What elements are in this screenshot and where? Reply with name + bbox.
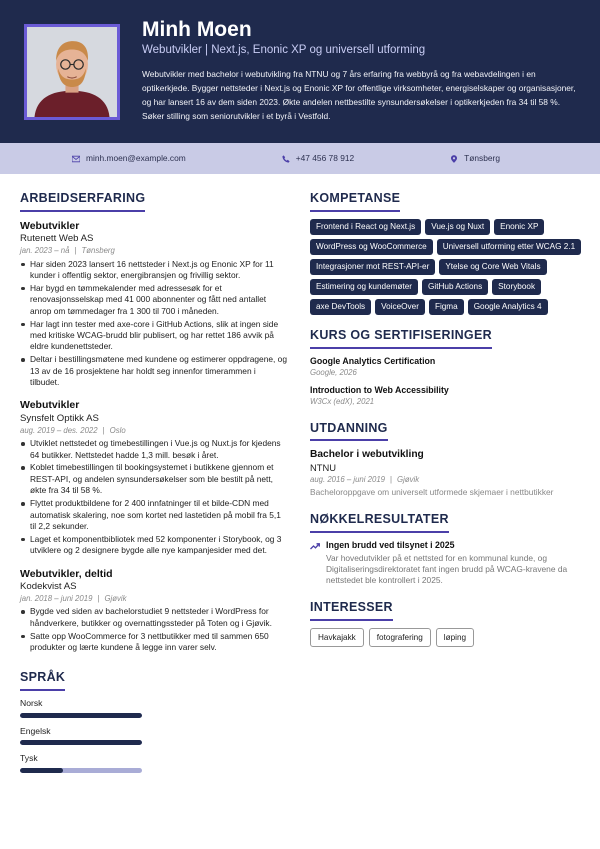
language-level-fill (20, 713, 142, 718)
meta-separator: | (97, 593, 100, 603)
location-pin-icon (450, 155, 458, 163)
job-meta (20, 594, 287, 605)
job-dates: jan. 2018 – juni 2019 (20, 593, 93, 603)
job-dates: aug. 2019 – des. 2022 (20, 425, 98, 435)
section-title-interests: INTERESSER (310, 599, 393, 621)
interest-list (310, 628, 582, 647)
education-school: NTNU (310, 462, 337, 474)
language-level-bar (20, 740, 142, 745)
cv-header (0, 0, 600, 143)
skill-chip: Enonic XP (494, 219, 544, 235)
right-column (310, 190, 582, 647)
section-title-education: UTDANNING (310, 420, 388, 442)
experience-entry (20, 398, 287, 556)
job-bullet: Har lagt inn tester med axe-core i GitHub Actions, slik at ingen side med kritiske WCAG-brudd blir publisert, og har rettet 186 avvik på eldre kundenettsteder. (20, 319, 287, 353)
section-title-courses: KURS OG SERTIFISERINGER (310, 327, 492, 349)
profile-photo-illustration (27, 27, 117, 117)
course-entry (310, 356, 582, 378)
skill-list (310, 219, 582, 315)
job-bullets (20, 259, 287, 389)
job-bullet: Laget et komponentbibliotek med 52 komponenter i Storybook, og 3 utviklere og 2 designere bygde alle nye kampanjesider med det. (20, 534, 287, 557)
job-title: Webutvikler (20, 219, 80, 232)
experience-list (20, 219, 287, 654)
achievement-entry (310, 540, 582, 587)
job-company: Rutenett Web AS (20, 233, 94, 245)
job-bullet: Har siden 2023 lansert 16 nettsteder i Next.js og Enonic XP for 11 kunder i offentlig sektor, energibransjen og frivillig sektor. (20, 259, 287, 282)
language-list (20, 698, 287, 773)
interest-chip: fotografering (369, 628, 431, 647)
meta-separator: | (102, 425, 105, 435)
candidate-title: Webutvikler | Next.js, Enonic XP og universell utforming (142, 44, 426, 56)
skill-chip: Universell utforming etter WCAG 2.1 (437, 239, 581, 255)
skill-chip: WordPress og WooCommerce (310, 239, 433, 255)
language-level-fill (20, 740, 142, 745)
language-item (20, 698, 142, 718)
candidate-name: Minh Moen (142, 18, 252, 41)
experience-entry (20, 219, 287, 389)
job-title: Webutvikler, deltid (20, 567, 113, 580)
language-name: Norsk (20, 698, 43, 709)
achievement-list (310, 540, 582, 587)
language-level-fill (20, 768, 63, 773)
skill-chip: Figma (429, 299, 464, 315)
job-bullets (20, 606, 287, 653)
interest-chip: Havkajakk (310, 628, 364, 647)
section-title-experience: ARBEIDSERFARING (20, 190, 145, 212)
contact-bar (0, 143, 600, 174)
job-location: Gjøvik (104, 593, 127, 603)
skill-chip: Google Analytics 4 (468, 299, 548, 315)
language-item (20, 726, 142, 746)
job-bullet: Deltar i bestillingsmøtene med kundene og estimerer oppdragene, og 13 av de 16 prosjektene har holdt seg innenfor timerammen i tilbudet. (20, 354, 287, 388)
job-bullet: Satte opp WooCommerce for 3 nettbutikker med til sammen 650 produkter og lærte kundene å legge inn varer selv. (20, 631, 287, 654)
contact-location-text: Tønsberg (464, 152, 500, 163)
course-list (310, 356, 582, 408)
achievement-description: Var hovedutvikler på et nettsted for en kommunal kunde, og Digitaliseringsdirektoratet fant ingen brudd på WCAG-kravene da nettstedet ble kontrollert i 2025. (326, 552, 568, 586)
education-location: Gjøvik (397, 474, 420, 484)
job-bullet: Flyttet produktbildene for 2 400 innfatninger til et bilde-CDN med automatisk skalering, noe som kortet ned lastetiden på mobil fra 5,1 til 2,2 sekunder. (20, 498, 287, 532)
phone-icon (282, 155, 290, 163)
achievement-text (326, 540, 582, 587)
language-item (20, 753, 142, 773)
job-bullets (20, 438, 287, 557)
job-bullet: Bygde ved siden av bachelorstudiet 9 nettsteder i WordPress for håndverkere, butikker og overnattingssteder på Toten og i Gjøvik. (20, 606, 287, 629)
experience-entry (20, 567, 287, 654)
job-company: Kodekvist AS (20, 580, 77, 592)
left-column (20, 190, 287, 781)
section-title-achievements: NØKKELRESULTATER (310, 511, 449, 533)
job-meta (20, 246, 287, 257)
language-name: Tysk (20, 753, 38, 764)
job-company: Synsfelt Optikk AS (20, 412, 99, 424)
course-meta: Google, 2026 (310, 367, 357, 377)
job-bullet: Har bygd en tømmekalender med adressesøk for et renovasjonsselskap med 41 000 abonnenter og fått ned antallet anrop om tømmedager fra 1 300 til 700 i måneden. (20, 283, 287, 317)
education-meta: aug. 2016 – juni 2019 | Gjøvik (310, 474, 420, 484)
contact-location (450, 153, 500, 164)
skill-chip: Estimering og kundemøter (310, 279, 418, 295)
contact-phone[interactable] (282, 153, 354, 164)
education-dates: aug. 2016 – juni 2019 (310, 474, 386, 484)
skill-chip: VoiceOver (375, 299, 425, 315)
contact-phone-text: +47 456 78 912 (295, 152, 355, 163)
skill-chip: Integrasjoner mot REST-API-er (310, 259, 435, 275)
skill-chip: axe DevTools (310, 299, 371, 315)
education-description: Bacheloroppgave om universelt utformede skjemaer i nettbutikker (310, 487, 554, 498)
language-name: Engelsk (20, 725, 51, 736)
course-title: Google Analytics Certification (310, 355, 436, 366)
meta-separator: | (74, 245, 77, 255)
education-entry (310, 448, 582, 498)
skill-chip: GitHub Actions (422, 279, 488, 295)
skill-chip: Ytelse og Core Web Vitals (439, 259, 546, 275)
course-title: Introduction to Web Accessibility (310, 385, 449, 396)
interest-chip: løping (436, 628, 474, 647)
job-location: Tønsberg (81, 245, 115, 255)
trend-up-icon (310, 541, 320, 551)
skill-chip: Frontend i React og Next.js (310, 219, 421, 235)
skill-chip: Storybook (492, 279, 541, 295)
job-location: Oslo (109, 425, 126, 435)
education-degree: Bachelor i webutvikling (310, 449, 424, 461)
job-meta (20, 426, 287, 437)
contact-email-text: minh.moen@example.com (86, 152, 186, 163)
course-entry (310, 385, 582, 407)
section-title-languages: SPRÅK (20, 669, 65, 691)
course-meta: W3Cx (edX), 2021 (310, 397, 375, 407)
job-bullet: Koblet timebestillingen til bookingsystemet i butikkene gjennom et REST-API, og andelen synsundersøkelser som ble bestilt på nett, økte fra 34 til 58 %. (20, 462, 287, 496)
language-level-bar (20, 768, 142, 773)
skill-chip: Vue.js og Nuxt (425, 219, 490, 235)
job-title: Webutvikler (20, 399, 80, 412)
language-level-bar (20, 713, 142, 718)
envelope-icon (72, 155, 80, 163)
achievement-title: Ingen brudd ved tilsynet i 2025 (326, 539, 455, 550)
job-bullet: Utviklet nettstedet og timebestillingen i Vue.js og Nuxt.js for kjedens 64 butikker. Nettstedet hadde 1,3 mill. besøk i året. (20, 438, 287, 461)
contact-email[interactable] (72, 153, 186, 164)
section-title-skills: KOMPETANSE (310, 190, 400, 212)
profile-summary: Webutvikler med bachelor i webutvikling fra NTNU og 7 års erfaring fra webbyrå og fra webavdelingen i en optikerkjede. Bygger nettsteder i Next.js og Enonic XP for offentlige virksomheter, energiselskaper og organisasjoner, og har lansert 16 av dem siden 2023. Økte andelen nettbestilte synsundersøkelser i optikerkjeden fra 34 til 58 %. Søker stilling som seniorutvikler i et byrå i Vestfold. (142, 68, 576, 121)
profile-photo (24, 24, 120, 120)
job-dates: jan. 2023 – nå (20, 245, 70, 255)
